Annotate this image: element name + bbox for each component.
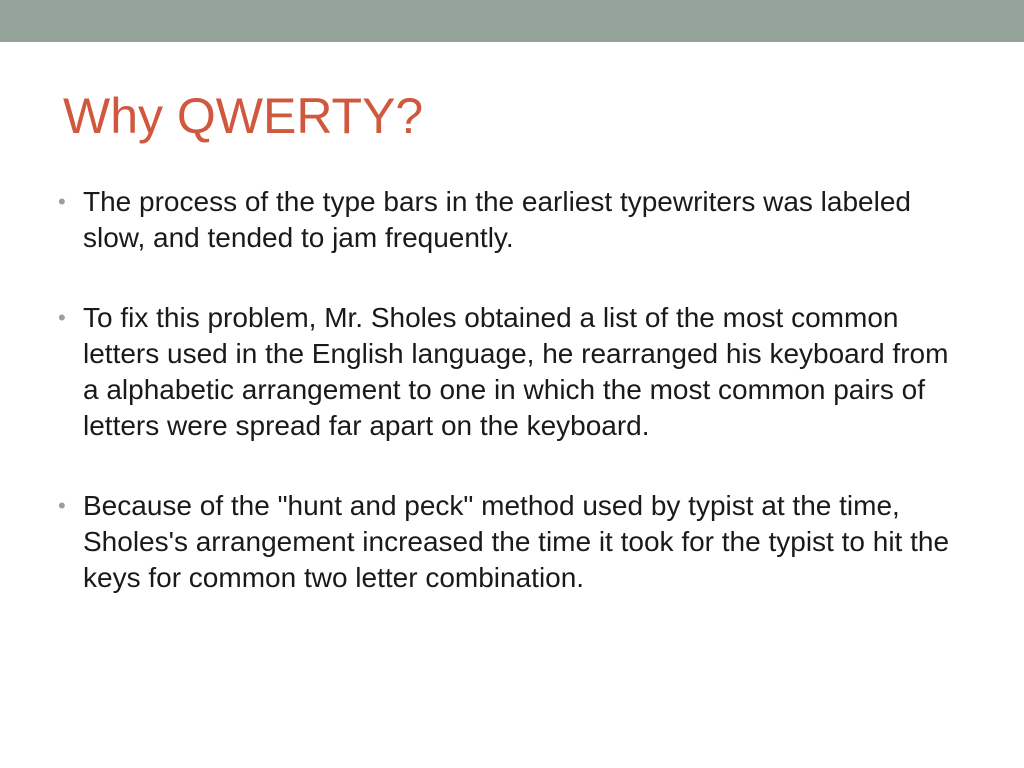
bullet-dot-icon: • [58, 305, 66, 330]
bullet-dot-icon: • [58, 189, 66, 214]
bullet-item [58, 488, 958, 596]
slide-title: Why QWERTY? [63, 88, 424, 144]
bullet-text: To fix this problem, Mr. Sholes obtained a list of the most common letters used in the English language, he rearranged his keyboard from a alphabetic arrangement to one in which the most common pairs of letters were spread far apart on the keyboard. [83, 302, 949, 441]
bullet-text: The process of the type bars in the earliest typewriters was labeled slow, and tended to jam frequently. [83, 186, 911, 253]
top-accent-band [0, 0, 1024, 42]
bullet-item [58, 300, 958, 444]
bullet-item [58, 184, 958, 256]
bullet-text: Because of the "hunt and peck" method used by typist at the time, Sholes's arrangement increased the time it took for the typist to hit the keys for common two letter combination. [83, 490, 950, 593]
bullet-list [58, 184, 958, 640]
bullet-dot-icon: • [58, 493, 66, 518]
